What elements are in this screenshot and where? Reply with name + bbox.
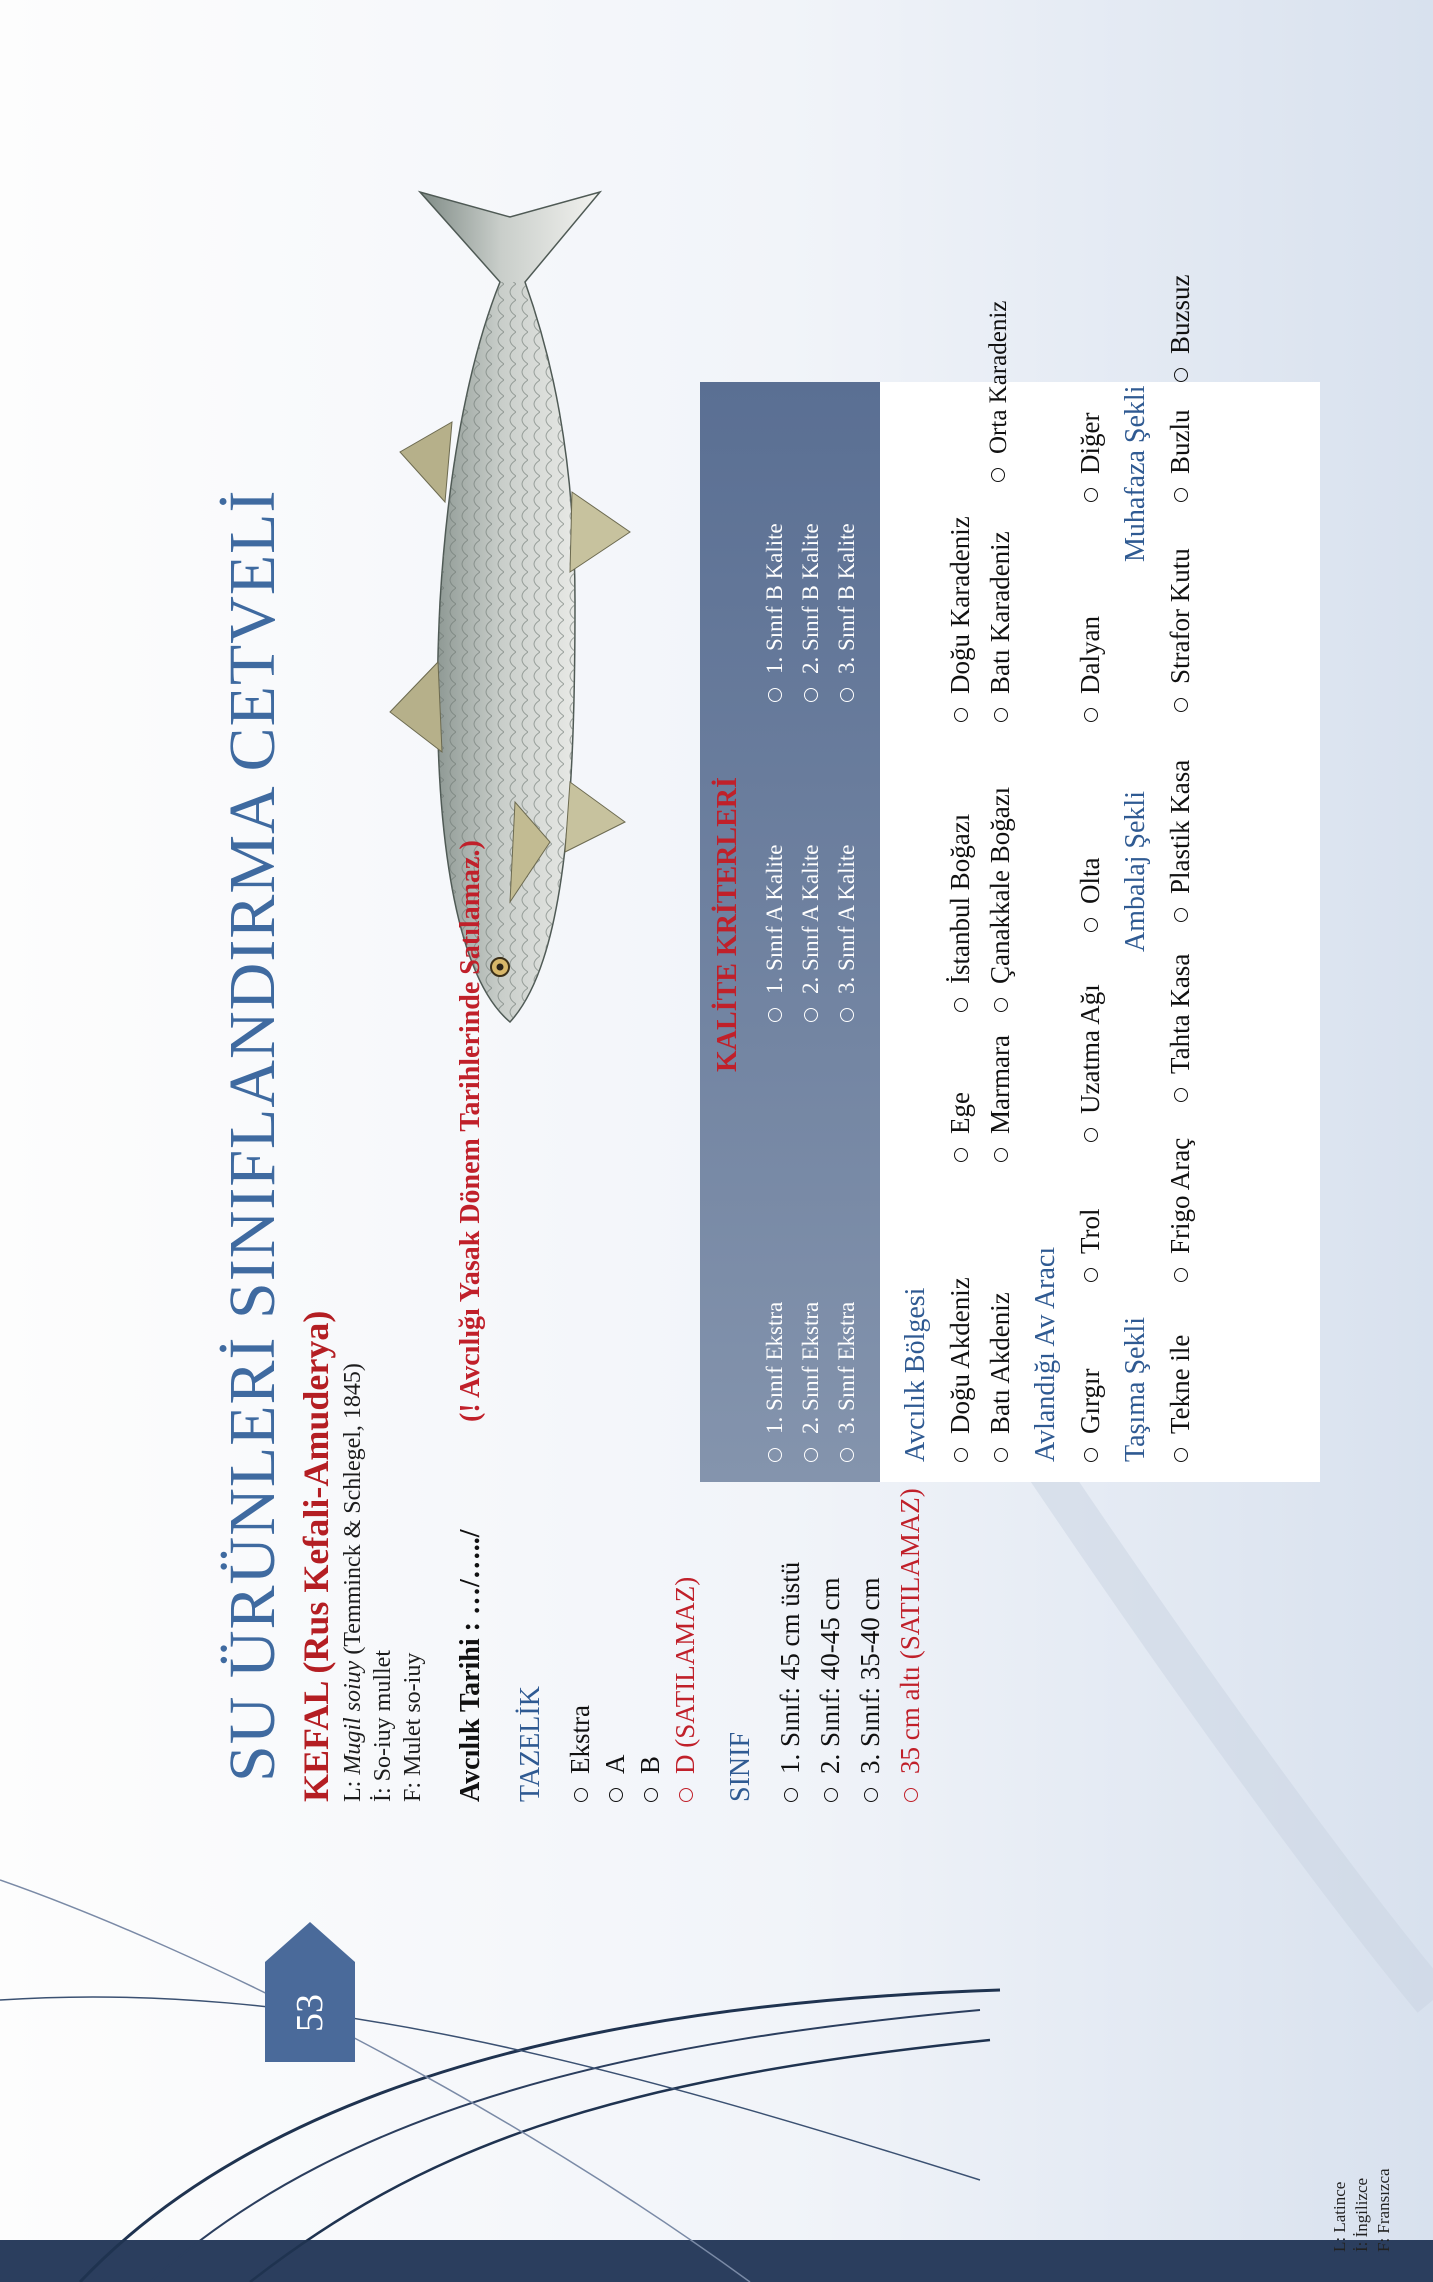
region-option[interactable]: Çanakkale Boğazı bbox=[985, 787, 1016, 1012]
radio-icon bbox=[768, 1008, 782, 1022]
region-option[interactable]: Marmara bbox=[985, 1035, 1016, 1162]
radio-icon bbox=[954, 1448, 968, 1462]
radio-icon bbox=[804, 688, 818, 702]
radio-icon bbox=[824, 1788, 838, 1802]
gear-option[interactable]: Uzatma Ağı bbox=[1075, 984, 1106, 1142]
package-option[interactable]: Strafor Kutu bbox=[1165, 548, 1196, 712]
tazelik-option[interactable]: B bbox=[635, 1756, 666, 1802]
region-option[interactable]: Ege bbox=[945, 1092, 976, 1162]
kalite-option[interactable]: 3. Sınıf Ekstra bbox=[834, 1302, 860, 1462]
fish-name: KEFAL (Rus Kefali-Amuderya) bbox=[296, 1310, 336, 1802]
radio-icon bbox=[574, 1788, 588, 1802]
radio-icon bbox=[954, 1148, 968, 1162]
radio-icon bbox=[784, 1788, 798, 1802]
tasima-heading: Taşıma Şekli bbox=[1120, 1316, 1151, 1462]
region-option[interactable]: İstanbul Boğazı bbox=[945, 814, 976, 1012]
gear-option[interactable]: Diğer bbox=[1075, 413, 1106, 502]
latin-prefix: L: bbox=[340, 1774, 366, 1802]
region-option[interactable]: Doğu Karadeniz bbox=[945, 516, 976, 722]
radio-icon bbox=[1084, 1268, 1098, 1282]
radio-icon bbox=[1174, 1448, 1188, 1462]
radio-icon bbox=[954, 708, 968, 722]
storage-option[interactable]: Buzlu bbox=[1165, 410, 1196, 503]
storage-option[interactable]: Buzsuz bbox=[1165, 275, 1196, 382]
radio-icon bbox=[804, 1448, 818, 1462]
page-number: 53 bbox=[289, 1994, 331, 2032]
sinif-not-sellable[interactable]: 35 cm altı (SATILAMAZ) bbox=[895, 1488, 926, 1802]
tazelik-option[interactable]: Ekstra bbox=[565, 1705, 596, 1802]
radio-icon bbox=[679, 1788, 693, 1802]
package-option[interactable]: Tahta Kasa bbox=[1165, 954, 1196, 1102]
english-name: İ: So-iuy mullet bbox=[370, 1650, 396, 1802]
radio-icon bbox=[804, 1008, 818, 1022]
sinif-option[interactable]: 2. Sınıf: 40-45 cm bbox=[815, 1578, 846, 1803]
radio-icon bbox=[1174, 1268, 1188, 1282]
french-name: F: Mulet so-iuy bbox=[400, 1652, 426, 1802]
radio-icon bbox=[1084, 708, 1098, 722]
radio-icon bbox=[1174, 908, 1188, 922]
latin-species: Mugil soiuy bbox=[340, 1660, 366, 1775]
kalite-option[interactable]: 3. Sınıf B Kalite bbox=[834, 523, 860, 702]
radio-icon bbox=[864, 1788, 878, 1802]
sinif-option[interactable]: 3. Sınıf: 35-40 cm bbox=[855, 1578, 886, 1803]
fish-illustration bbox=[360, 172, 660, 1052]
page-number-badge bbox=[265, 1922, 355, 2062]
muhafaza-heading: Muhafaza Şekli bbox=[1120, 385, 1151, 562]
av-araci-heading: Avlandığı Av Aracı bbox=[1030, 1246, 1061, 1462]
latin-name bbox=[340, 1363, 367, 1802]
latin-author: (Temminck & Schlegel, 1845) bbox=[340, 1363, 366, 1661]
tazelik-not-sellable[interactable]: D (SATILAMAZ) bbox=[670, 1577, 701, 1802]
region-option[interactable]: Doğu Akdeniz bbox=[945, 1277, 976, 1462]
radio-icon bbox=[994, 998, 1008, 1012]
page-title: SU ÜRÜNLERİ SINIFLANDIRMA CETVELİ bbox=[216, 489, 289, 1782]
kalite-option[interactable]: 1. Sınıf A Kalite bbox=[762, 845, 788, 1023]
radio-icon bbox=[768, 688, 782, 702]
radio-icon bbox=[840, 688, 854, 702]
tazelik-heading: TAZELİK bbox=[515, 1686, 546, 1802]
kalite-heading: KALİTE KRİTERLERİ bbox=[712, 777, 743, 1072]
tazelik-option[interactable]: A bbox=[600, 1755, 631, 1803]
region-option[interactable]: Batı Akdeniz bbox=[985, 1292, 1016, 1462]
gear-option[interactable]: Olta bbox=[1075, 858, 1106, 933]
radio-icon bbox=[1174, 488, 1188, 502]
gear-option[interactable]: Trol bbox=[1075, 1208, 1106, 1282]
legend-english: İ: İngilizce bbox=[1352, 2177, 1371, 2252]
kalite-option[interactable]: 2. Sınıf B Kalite bbox=[798, 523, 824, 702]
kalite-option[interactable]: 1. Sınıf Ekstra bbox=[762, 1302, 788, 1462]
kalite-option[interactable]: 2. Sınıf A Kalite bbox=[798, 845, 824, 1023]
kalite-option[interactable]: 1. Sınıf B Kalite bbox=[762, 523, 788, 702]
radio-icon bbox=[840, 1448, 854, 1462]
legend-latin: L: Latince bbox=[1330, 2181, 1349, 2252]
radio-icon bbox=[1084, 488, 1098, 502]
radio-icon bbox=[994, 1148, 1008, 1162]
radio-icon bbox=[904, 1788, 918, 1802]
gear-option[interactable]: Dalyan bbox=[1075, 616, 1106, 722]
radio-icon bbox=[768, 1448, 782, 1462]
legend-french: F: Fransızca bbox=[1374, 2168, 1393, 2252]
radio-icon bbox=[1174, 1088, 1188, 1102]
radio-icon bbox=[994, 708, 1008, 722]
radio-icon bbox=[840, 1008, 854, 1022]
radio-icon bbox=[1084, 1128, 1098, 1142]
sinif-heading: SINIF bbox=[725, 1731, 756, 1802]
package-option[interactable]: Plastik Kasa bbox=[1165, 760, 1196, 922]
ambalaj-heading: Ambalaj Şekli bbox=[1120, 791, 1151, 952]
region-option[interactable]: Orta Karadeniz bbox=[985, 301, 1013, 482]
radio-icon bbox=[994, 1448, 1008, 1462]
radio-icon bbox=[1084, 918, 1098, 932]
catch-date-label: Avcılık Tarihi : …/…../ bbox=[455, 1529, 486, 1802]
radio-icon bbox=[609, 1788, 623, 1802]
radio-icon bbox=[1174, 698, 1188, 712]
radio-icon bbox=[1084, 1448, 1098, 1462]
radio-icon bbox=[954, 998, 968, 1012]
avcilik-bolgesi-heading: Avcılık Bölgesi bbox=[900, 1287, 931, 1462]
transport-option[interactable]: Tekne ile bbox=[1165, 1335, 1196, 1462]
radio-icon bbox=[644, 1788, 658, 1802]
catch-date-warning: (! Avcılığı Yasak Dönem Tarihlerinde Satılamaz.) bbox=[455, 840, 486, 1422]
radio-icon bbox=[1174, 368, 1188, 382]
kalite-option[interactable]: 3. Sınıf A Kalite bbox=[834, 845, 860, 1023]
region-option[interactable]: Batı Karadeniz bbox=[985, 531, 1016, 722]
kalite-option[interactable]: 2. Sınıf Ekstra bbox=[798, 1302, 824, 1462]
sinif-option[interactable]: 1. Sınıf: 45 cm üstü bbox=[775, 1562, 806, 1802]
radio-icon bbox=[991, 468, 1005, 482]
gear-option[interactable]: Gırgır bbox=[1075, 1369, 1106, 1463]
transport-option[interactable]: Frigo Araç bbox=[1165, 1138, 1196, 1282]
